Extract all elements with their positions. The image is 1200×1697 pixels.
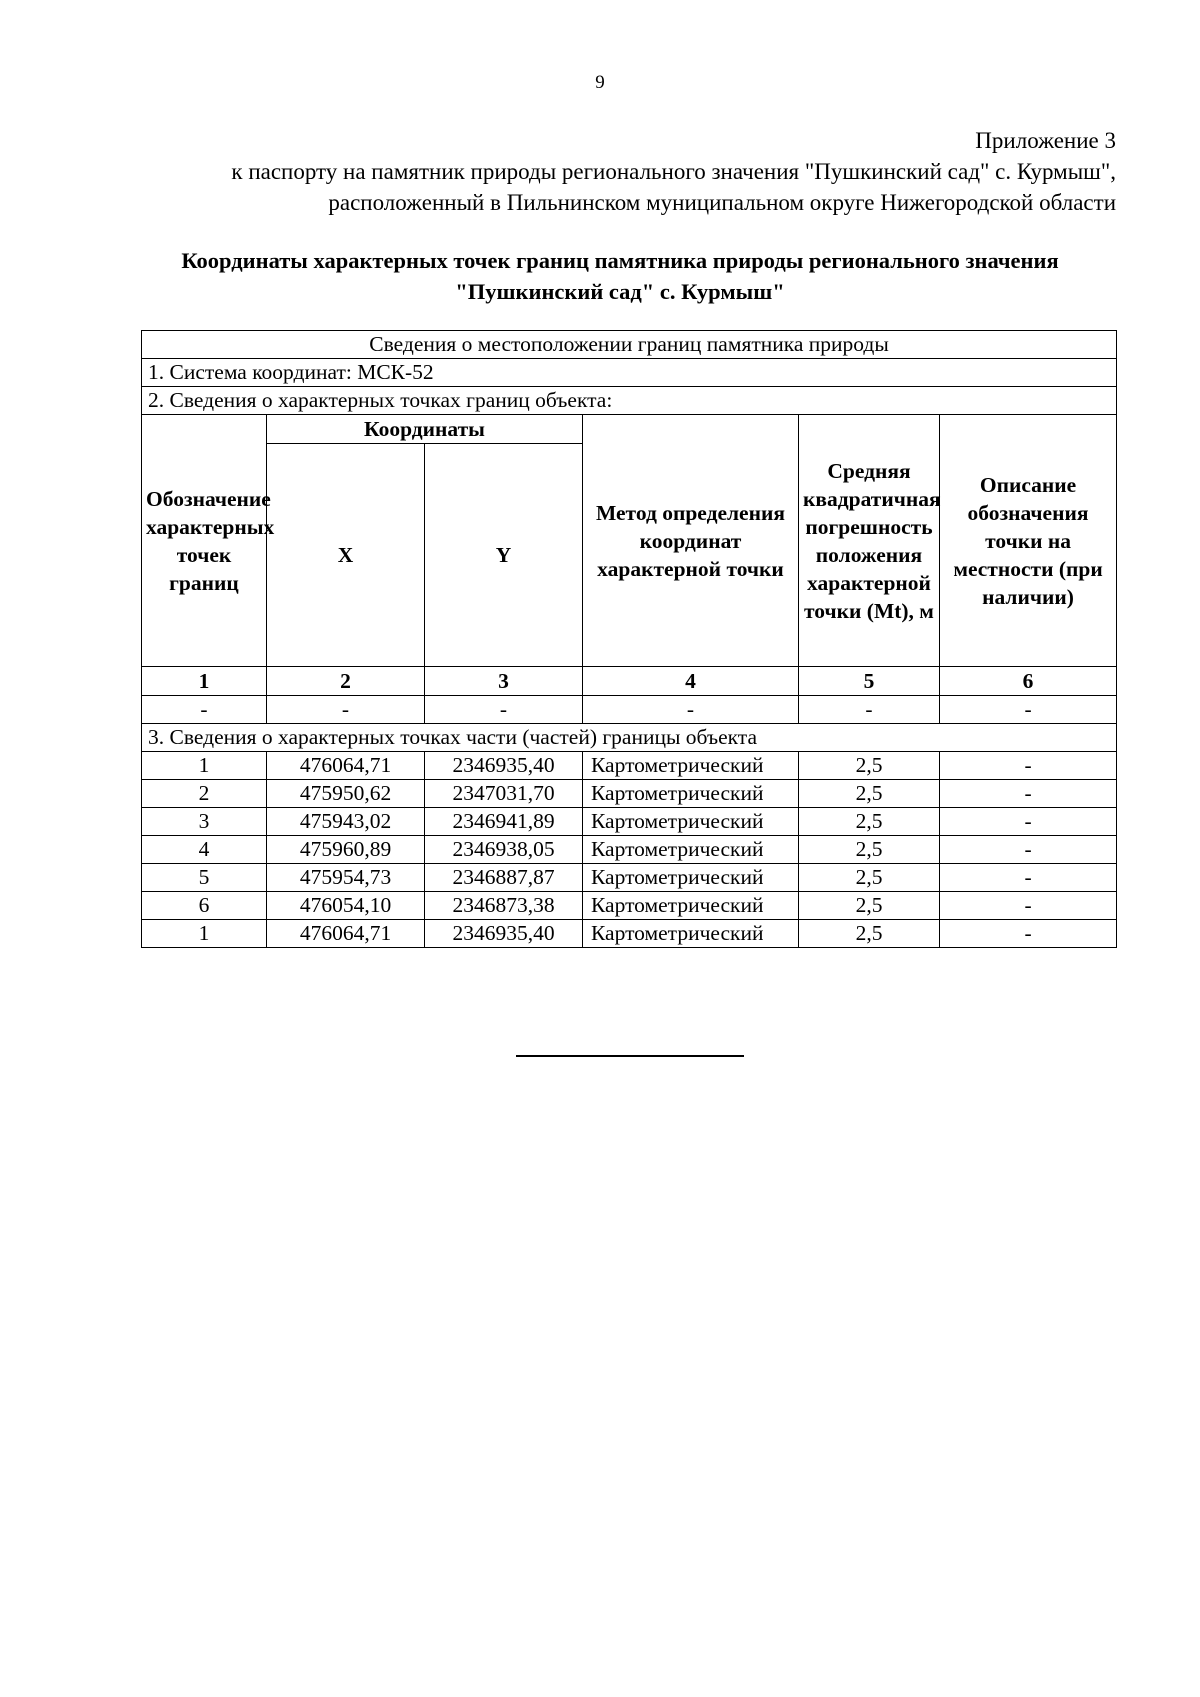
point-number: 5 xyxy=(142,864,267,892)
title-line-1: Координаты характерных точек границ памятника природы регионального значения xyxy=(181,248,1059,273)
error-value: 2,5 xyxy=(799,780,940,808)
table-cell: - xyxy=(142,696,267,724)
point-description: - xyxy=(940,808,1117,836)
empty-data-row xyxy=(142,696,1117,724)
x-coordinate: 476064,71 xyxy=(267,752,425,780)
point-description: - xyxy=(940,864,1117,892)
title-line-2: "Пушкинский сад" с. Курмыш" xyxy=(455,279,785,304)
x-coordinate: 475943,02 xyxy=(267,808,425,836)
y-coordinate: 2346887,87 xyxy=(425,864,583,892)
appendix-location: расположенный в Пильнинском муниципальном округе Нижегородской области xyxy=(328,190,1116,215)
section-row xyxy=(142,387,1117,415)
header-coordinates: Координаты xyxy=(267,415,583,444)
header-x: X xyxy=(267,444,425,667)
y-coordinate: 2346935,40 xyxy=(425,752,583,780)
table-row xyxy=(142,836,1117,864)
method: Картометрический xyxy=(583,780,799,808)
end-divider-line xyxy=(516,1055,744,1057)
section-row xyxy=(142,359,1117,387)
point-number: 1 xyxy=(142,752,267,780)
table-caption: Сведения о местоположении границ памятника природы xyxy=(142,331,1117,359)
y-coordinate: 2347031,70 xyxy=(425,780,583,808)
point-number: 6 xyxy=(142,892,267,920)
point-number: 2 xyxy=(142,780,267,808)
method: Картометрический xyxy=(583,836,799,864)
point-number: 3 xyxy=(142,808,267,836)
method: Картометрический xyxy=(583,892,799,920)
header-description: Описание обозначения точки на местности (при наличии) xyxy=(940,415,1117,667)
method: Картометрический xyxy=(583,864,799,892)
section-row xyxy=(142,724,1117,752)
table-cell: - xyxy=(267,696,425,724)
x-coordinate: 476064,71 xyxy=(267,920,425,948)
column-number: 3 xyxy=(425,667,583,696)
error-value: 2,5 xyxy=(799,892,940,920)
error-value: 2,5 xyxy=(799,808,940,836)
point-description: - xyxy=(940,920,1117,948)
coordinates-table xyxy=(141,330,1117,948)
column-number: 1 xyxy=(142,667,267,696)
column-number: 2 xyxy=(267,667,425,696)
table-cell: - xyxy=(799,696,940,724)
point-description: - xyxy=(940,892,1117,920)
point-description: - xyxy=(940,752,1117,780)
error-value: 2,5 xyxy=(799,836,940,864)
y-coordinate: 2346938,05 xyxy=(425,836,583,864)
part-boundary-section-label: 3. Сведения о характерных точках части (частей) границы объекта xyxy=(142,724,1117,752)
y-coordinate: 2346935,40 xyxy=(425,920,583,948)
header-error: Средняя квадратичная погрешность положения характерной точки (Mt), м xyxy=(799,415,940,667)
point-number: 4 xyxy=(142,836,267,864)
table-row xyxy=(142,752,1117,780)
method: Картометрический xyxy=(583,920,799,948)
page-number: 9 xyxy=(595,72,605,93)
table-row xyxy=(142,808,1117,836)
error-value: 2,5 xyxy=(799,920,940,948)
column-number-row xyxy=(142,667,1117,696)
error-value: 2,5 xyxy=(799,864,940,892)
point-description: - xyxy=(940,836,1117,864)
column-number: 6 xyxy=(940,667,1117,696)
column-number: 5 xyxy=(799,667,940,696)
y-coordinate: 2346941,89 xyxy=(425,808,583,836)
header-y: Y xyxy=(425,444,583,667)
table-row xyxy=(142,780,1117,808)
point-description: - xyxy=(940,780,1117,808)
boundary-points-section-label: 2. Сведения о характерных точках границ объекта: xyxy=(142,387,1117,415)
y-coordinate: 2346873,38 xyxy=(425,892,583,920)
table-cell: - xyxy=(583,696,799,724)
point-number: 1 xyxy=(142,920,267,948)
method: Картометрический xyxy=(583,808,799,836)
header-designation: Обозначение характерных точек границ xyxy=(142,415,267,667)
table-cell: - xyxy=(940,696,1117,724)
header-method: Метод определения координат характерной точки xyxy=(583,415,799,667)
appendix-reference: к паспорту на памятник природы регионального значения "Пушкинский сад" с. Курмыш", xyxy=(231,159,1116,184)
table-row xyxy=(142,892,1117,920)
table-caption-row xyxy=(142,331,1117,359)
table-row xyxy=(142,864,1117,892)
table-row xyxy=(142,920,1117,948)
coordinate-system-label: 1. Система координат: МСК-52 xyxy=(142,359,1117,387)
header-row xyxy=(142,415,1117,444)
x-coordinate: 475960,89 xyxy=(267,836,425,864)
method: Картометрический xyxy=(583,752,799,780)
table-cell: - xyxy=(425,696,583,724)
appendix-label: Приложение 3 xyxy=(975,128,1116,153)
appendix-block xyxy=(116,125,1116,218)
error-value: 2,5 xyxy=(799,752,940,780)
x-coordinate: 475954,73 xyxy=(267,864,425,892)
column-number: 4 xyxy=(583,667,799,696)
x-coordinate: 475950,62 xyxy=(267,780,425,808)
document-title xyxy=(140,245,1100,307)
x-coordinate: 476054,10 xyxy=(267,892,425,920)
